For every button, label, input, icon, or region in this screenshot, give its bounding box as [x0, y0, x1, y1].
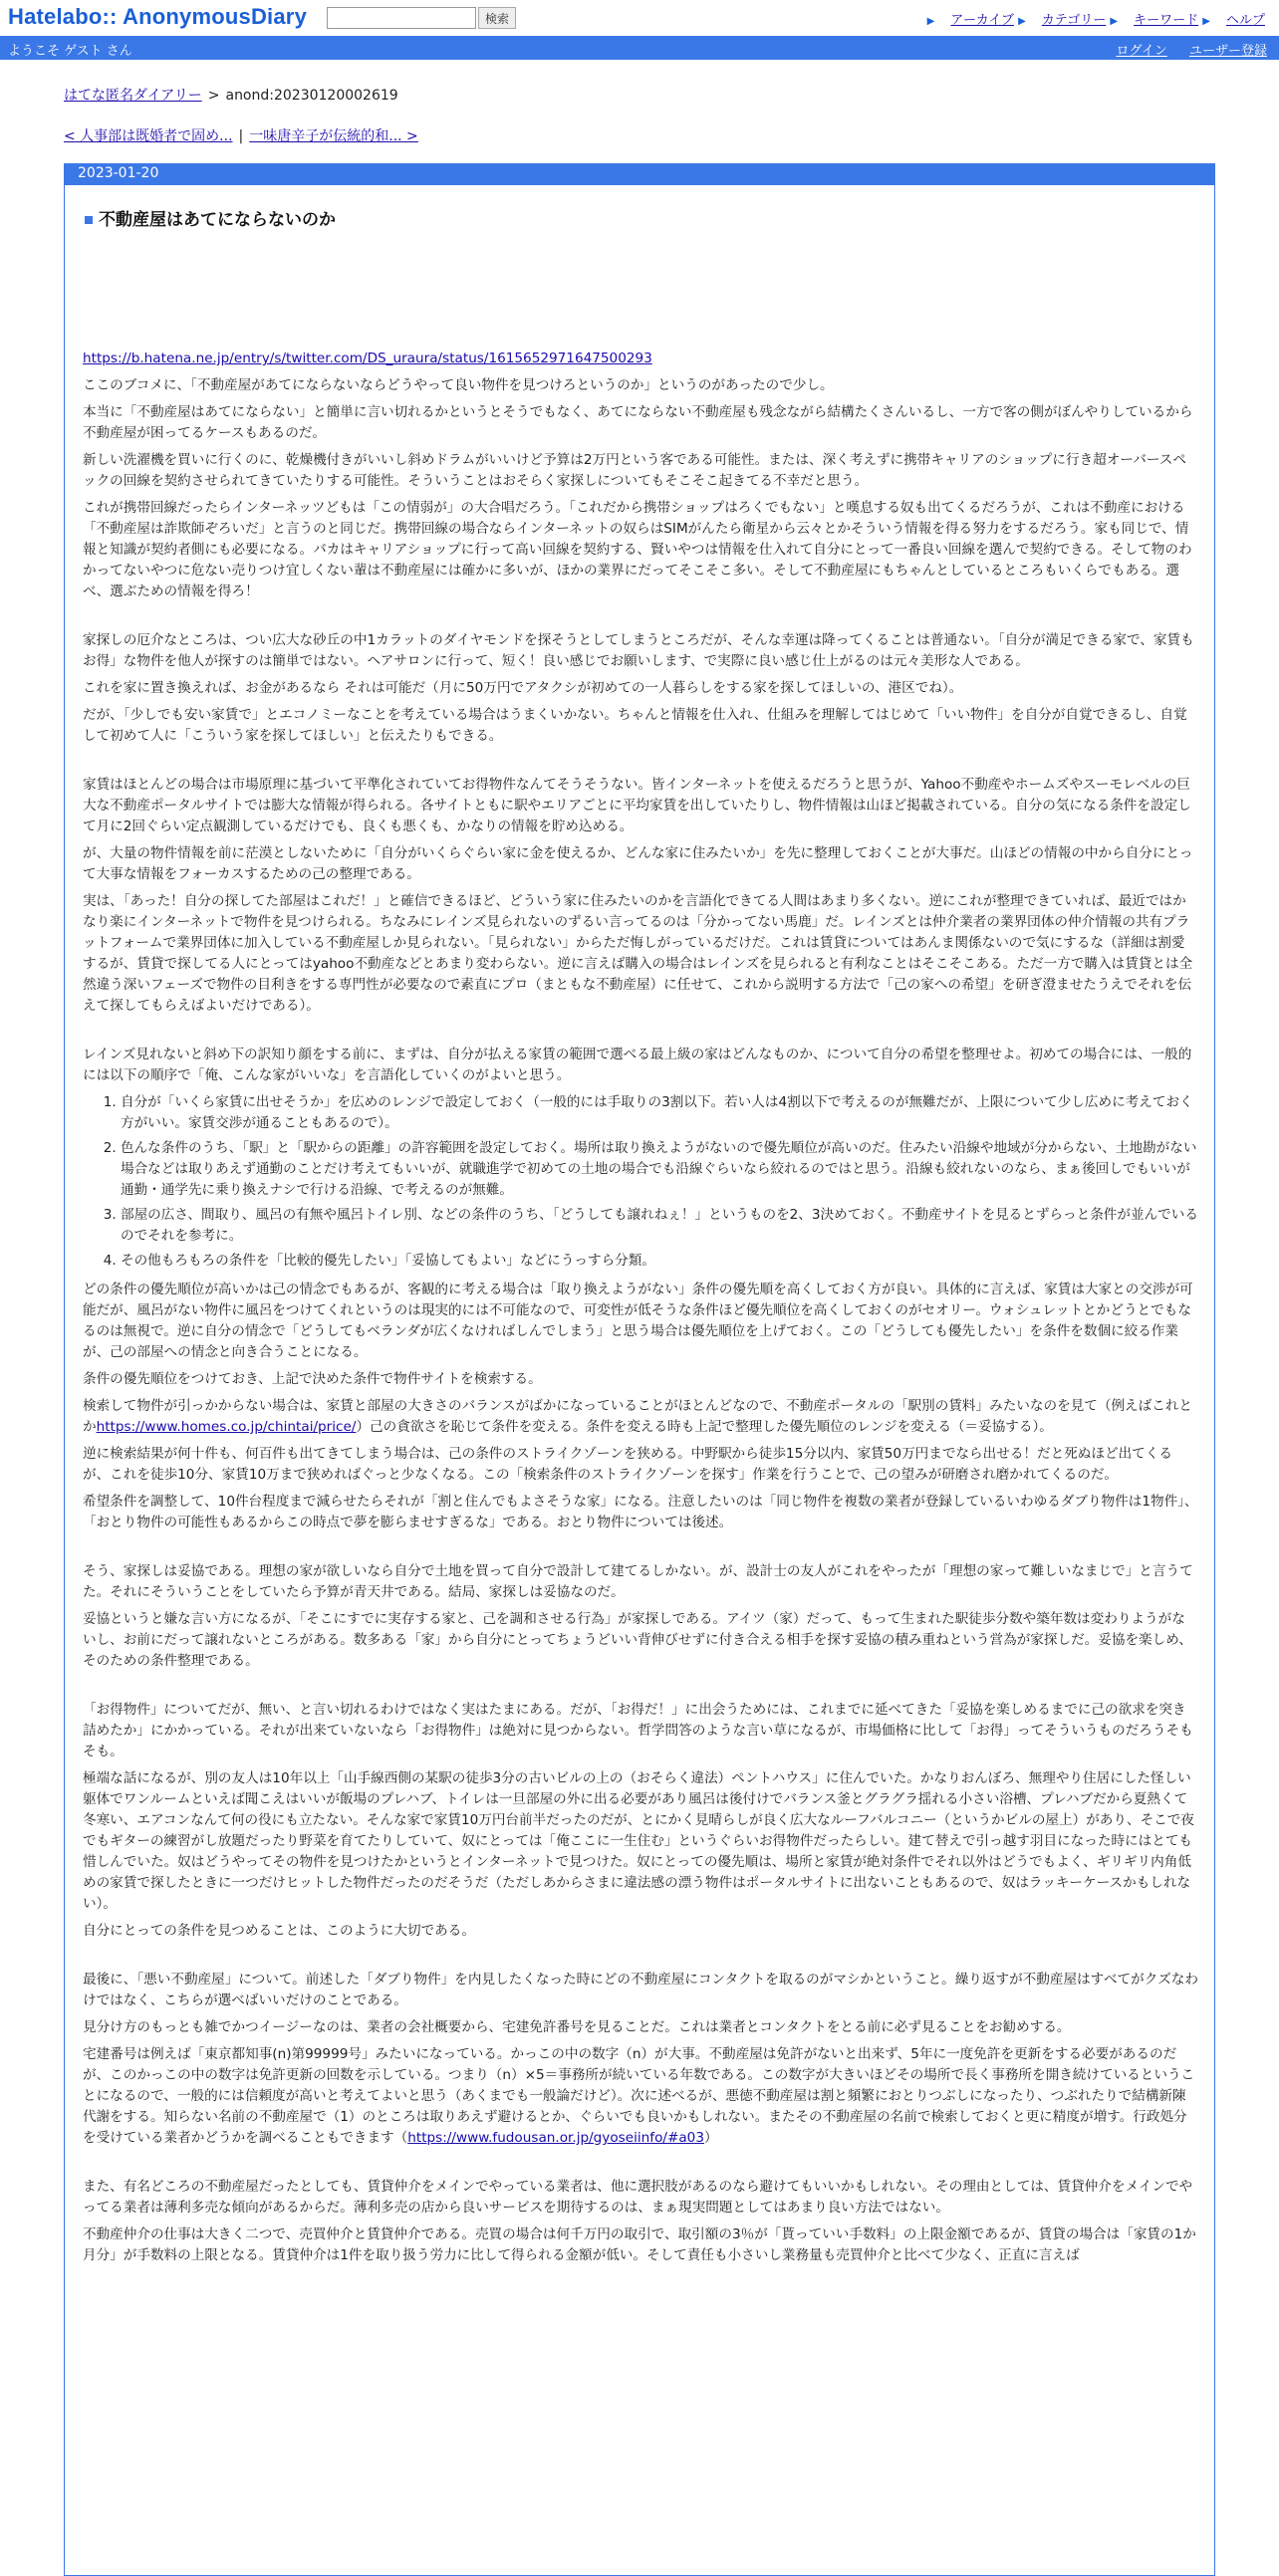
paragraph: 家探しの厄介なところは、つい広大な砂丘の中1カラットのダイヤモンドを探そうとしてしまうところだが、そんな幸運は降ってくることは普通ない。「自分が満足できる家で、家賃もお得」な物件を他人が探すのは簡単ではない。ヘアサロンに行って、短く！良い感じでお願いします、で実際に良い感じ仕上がるのは元々美形な人である。: [83, 632, 1194, 669]
paragraph: 検索して物件が引っかからない場合は、家賃と部屋の大きさのバランスがばかになっていることがほとんどなので、不動産ポータルの「駅別の賃料」みたいなのを見て（例えばこれとかhttps://www.homes.co.jp/chintai/price/）己の貪欲さを恥じて条件を変える。条件を変える時も上記で整理した優先順位のレンジを変える（＝妥協する）。: [83, 1398, 1193, 1435]
paragraph: 宅建番号は例えば「東京都知事(n)第99999号」みたいになっている。かっこの中の数字（n）が大事。不動産屋は免許がないと出来ず、5年に一度免許を更新をする必要があるのだが、このかっこの中の数字は免許更新の回数を示している。つまり（n）×5＝事務所が続いている年数である。この数字が大きいほどその場所で長く事務所を開き続けているということになるので、一般的には信頼度が高いと考えてよいと思う（あくまでも一般論だけど）。次に述べるが、悪徳不動産屋は割と頻繁におとりつぶしになったり、つぶれたりで結構新陳代謝をする。知らない名前の不動産屋で（1）のところは取りあえず避けるとか、ぐらいでも良いかもしれない。またその不動産屋の名前で検索しておくと更に精度が増す。行政処分を受けている業者かどうかを調べることもできます（https://www.fudousan.or.jp/gyoseiinfo/#a03）: [83, 2046, 1195, 2146]
paragraph: 最後に、「悪い不動産屋」について。前述した「ダブり物件」を内見したくなった時にどの不動産屋にコンタクトを取るのがマシかということ。繰り返すが不動産屋はすべてがクズなわけではなく、こちらが選べばいいだけのことである。: [83, 1972, 1198, 2008]
paragraph: 妥協というと嫌な言い方になるが、「そこにすでに実存する家と、己を調和させる行為」が家探しである。アイツ（家）だって、もって生まれた駅徒歩分数や築年数は変わりようがないし、お前にだって譲れないところがある。数多ある「家」から自分にとってちょうどいい背伸びせずに付き合える相手を探す妥協の積み重ねという営為が家探しだ。妥協を楽しめ、そのための条件整理である。: [83, 1611, 1192, 1669]
list-item: 3. 部屋の広さ、間取り、風呂の有無や風呂トイレ別、などの条件のうち、「どうしても譲れねぇ！」というものを2、3決めておく。不動産サイトを見るとずらっと条件が並んでいるのでそれを参考に。: [121, 1205, 1198, 1247]
condition-list: [83, 1092, 1198, 1272]
gyoseiinfo-link[interactable]: https://www.fudousan.or.jp/gyoseiinfo/#a03: [407, 2130, 704, 2146]
arrow-right-icon: ▶: [1202, 16, 1210, 27]
header: [0, 0, 1279, 36]
paragraph: 極端な話になるが、別の友人は10年以上「山手線西側の某駅の徒歩3分の古いビルの上の（おそらく違法）ペントハウス」に住んでいた。かなりおんぼろ、無理やり住居にした怪しい躯体でワンルームといえば聞こえはいいが飯場のプレハブ、トイレは一旦部屋の外に出る必要があり風呂は後付けでバランス釜とグラグラ揺れる小さい浴槽、プレハブだから夏熱くて冬寒い、エアコンなんて何の役にも立たない。そんな家で家賃10万円台前半だったのだが、とにかく見晴らしが良く広大なルーフバルコニー（というかビルの屋上）があり、そこで夜でもギターの練習がし放題だったり野菜を育てたりしていて、奴にとっては「俺ここに一生住む」というぐらいお得物件だったらしい。建て替えで引っ越す羽目になった時にはとても惜しんでいた。奴はどうやってその物件を見つけたかというとインターネットで見つけた。奴にとっての優先順は、場所と家賃が絶対条件でそれ以外はどうでもよく、ギリギリ内角低めの家賃で探したときに一つだけヒットした物件だったのだそうだ（ただしあからさまに違法感の漂う物件はポータルサイトに出ないこともあるので、奴はラッキーケースかもしれない）。: [83, 1770, 1194, 1912]
paragraph: 不動産仲介の仕事は大きく二つで、売買仲介と賃貸仲介である。売買の場合は何千万円の取引で、取引額の3％が「貰っていい手数料」の上限金額であるが、賃貸の場合は「家賃の1か月分」が手数料の上限となる。賃貸仲介は1件を取り扱う労力に比して得られる金額が低い。そして責任も小さいし業務量も売買仲介と比べて少なく、正直に言えば: [83, 2226, 1196, 2263]
entry-title-link[interactable]: 不動産屋はあてにならないのか: [99, 210, 336, 230]
breadcrumb-current: anond:20230120002619: [225, 88, 398, 104]
nav-help[interactable]: ヘルプ: [1225, 13, 1265, 28]
paragraph: 希望条件を調整して、10件台程度まで減らせたらそれが「割と住んでもよさそうな家」になる。注意したいのは「同じ物件を複数の業者が登録しているいわゆるダブり物件は1物件」、「おとり物件の可能性もあるからこの時点で夢を膨らませすぎるな」である。おとり物件については後述。: [83, 1494, 1198, 1530]
site-logo[interactable]: Hatelabo:: AnonymousDiary: [8, 4, 308, 29]
breadcrumb-home[interactable]: はてな匿名ダイアリー: [64, 88, 202, 104]
paragraph: そう、家探しは妥協である。理想の家が欲しいなら自分で土地を買って自分で設計して建てるしかない。が、設計士の友人がこれをやったが「理想の家って難しいなまじで」と言うてた。それにそういうことをしていたら予算が青天井である。結局、家探しは妥協なのだ。: [83, 1563, 1193, 1600]
entry-date: 2023-01-20: [78, 165, 159, 181]
guest-greeting: ようこそ ゲスト さん: [8, 44, 132, 59]
user-bar: [0, 36, 1279, 60]
arrow-right-icon: ▶: [1110, 16, 1119, 27]
breadcrumb: [64, 85, 398, 105]
paragraph: だが、「少しでも安い家賃で」とエコノミーなことを考えている場合はうまくいかない。ちゃんと情報を仕入れ、仕組みを理解してはじめて「いい物件」を自分が自覚できるし、自覚して初めて人に「こういう家を探してほしい」と伝えたりもできる。: [83, 707, 1187, 744]
search-button[interactable]: 検索: [478, 7, 516, 29]
paragraph: 自分にとっての条件を見つめることは、このように大切である。: [83, 1923, 475, 1939]
nav-archive[interactable]: アーカイブ: [950, 13, 1014, 28]
list-item: 1. 自分が「いくら家賃に出せそうか」を広めのレンジで設定しておく（一般的には手取りの3割以下。若い人は4割以下で考えるのが無難だが、上限について少し広めに考えておく方がいい。家賃交渉が通ることもあるので）。: [121, 1092, 1198, 1134]
nav-keyword[interactable]: キーワード: [1134, 13, 1199, 28]
paragraph: これを家に置き換えれば、お金があるなら それは可能だ（月に50万円でアタクシが初めての一人暮らしをする家を探してほしいの、港区でね）。: [83, 680, 963, 696]
paragraph: 条件の優先順位をつけておき、上記で決めた条件で物件サイトを検索する。: [83, 1371, 542, 1387]
paragraph: 見分け方のもっとも雑でかつイージーなのは、業者の会社概要から、宅建免許番号を見ることだ。これは業者とコンタクトをとる前に必ず見ることをお勧めする。: [83, 2019, 1071, 2035]
paragraph: 実は、「あった！自分の探してた部屋はこれだ！」と確信できるほど、どういう家に住みたいのかを言語化できてる人間はあまり多くない。逆にこれが整理できていれば、最近ではかなり楽にインターネットで物件を見つけられる。ちなみにレインズ見られないのずるい言ってるのは「分かってない馬鹿」だ。レインズとは仲介業者の業界団体の仲介情報の共有プラットフォームで業界団体に加入している不動産屋しか見られない。「見られない」からただ悔しがっているだけだ。これは賃貸についてはあんま関係ないので気にするな（詳細は割愛するが、賃貸で探してる人にとってはyahoo不動産などとあまり変わらない。逆に言えば購入の場合はレインズを見られると有利なことはそこそこある。ただ一方で購入は賃貸とは全然違う深いフェーズで物件の目利きをする専門性が必要なので素直にプロ（まともな不動産屋）に任せて、これから説明する方法で「己の家への希望」を研ぎ澄ませたうえでそれを伝えて探してもらえばよいだけである）。: [83, 893, 1193, 1014]
entry-title: [85, 205, 336, 230]
pager-separator: |: [238, 128, 244, 144]
homes-price-link[interactable]: https://www.homes.co.jp/chintai/price/: [96, 1419, 357, 1435]
entry-section: [64, 185, 1215, 2576]
entry-pager: [64, 125, 418, 145]
date-header: [64, 163, 1215, 185]
paragraph: レインズ見れないと斜め下の訳知り顔をする前に、まずは、自分が払える家賃の範囲で選べる最上級の家はどんなものか、について自分の希望を整理せよ。初めての場合には、一般的には以下の順序で「俺、こんな家がいいな」を言語化していくのがよいと思う。: [83, 1047, 1192, 1083]
next-entry-link[interactable]: 一味唐辛子が伝統的和... >: [249, 128, 418, 144]
source-link[interactable]: https://b.hatena.ne.jp/entry/s/twitter.com/DS_uraura/status/1615652971647500293: [83, 351, 652, 366]
paragraph: どの条件の優先順位が高いかは己の情念でもあるが、客観的に考える場合は「取り換えようがない」条件の優先順を高くしておく方が良い。具体的に言えば、家賃は大家との交渉が可能だが、風呂がない物件に風呂をつけてくれというのは現実的には不可能なので、可変性が低そうな条件ほど優先順位を高くしておくのがセオリー。ウォシュレットとかどうとでもなるのは無視で。逆に自分の情念で「どうしてもベランダが広くなければしんでしまう」と思う場合は優先順位を上げておく。この「どうしても優先したい」を条件を数個に絞る作業が、己の部屋への情念と向き合うことになる。: [83, 1282, 1193, 1360]
top-nav: [927, 9, 1265, 28]
paragraph: ここのブコメに、「不動産屋があてにならないならどうやって良い物件を見つけろというのか」というのがあったので少し。: [83, 377, 834, 393]
paragraph: 本当に「不動産屋はあてにならない」と簡単に言い切れるかというとそうでもなく、あてにならない不動産屋も残念ながら結構たくさんいるし、一方で客の側がぼんやりしているから不動産屋が困ってるケースもあるのだ。: [83, 404, 1193, 441]
prev-entry-link[interactable]: < 人事部は既婚者で固め...: [64, 128, 233, 144]
arrow-right-icon: ▶: [926, 16, 935, 27]
list-item: 2. 色んな条件のうち、「駅」と「駅からの距離」の許容範囲を設定しておく。場所は取り換えようがないので優先順位が高いのだ。住みたい沿線や地域が分からない、土地勘がない場合などは取りあえず通勤のことだけ考えてもいいが、就職進学で初めての土地の場合でも沿線ぐらいなら絞れるのではと思う。沿線も絞れないのなら、まぁ後回しでもいいが通勤・通学先に乗り換えナシで行ける沿線、で考えるのが無難。: [121, 1138, 1198, 1201]
entry-body: [83, 349, 1198, 2272]
list-item: 4. その他もろもろの条件を「比較的優先したい」「妥協してもよい」などにうっすら分類。: [121, 1251, 1198, 1272]
paragraph: また、有名どころの不動産屋だったとしても、賃貸仲介をメインでやっている業者は、他に選択肢があるのなら避けてもいいかもしれない。その理由としては、賃貸仲介をメインでやってる業者は薄利多売な傾向があるからだ。薄利多売の店から良いサービスを期待するのは、まぁ現実問題としてはあまり良い方法ではない。: [83, 2179, 1193, 2216]
breadcrumb-separator: >: [207, 88, 220, 104]
square-bullet-icon: [85, 216, 93, 224]
nav-category[interactable]: カテゴリー: [1041, 13, 1107, 28]
paragraph: 「お得物件」についてだが、無い、と言い切れるわけではなく実はたまにある。だが、「お得だ！」に出会うためには、これまでに延べてきた「妥協を楽しめるまでに己の欲求を突き詰めたか」にかかっている。それが出来ていないなら「お得物件」は絶対に見つからない。哲学問答のような言い草になるが、市場価格に比して「お得」ってそういうものだろうそもそも。: [83, 1702, 1193, 1759]
paragraph: が、大量の物件情報を前に茫漠としないために「自分がいくらぐらい家に金を使えるか、どんな家に住みたいか」を先に整理しておくことが大事だ。山ほどの情報の中から自分にとって大事な情報をフォーカスするための己の整理である。: [83, 845, 1193, 882]
register-link[interactable]: ユーザー登録: [1188, 44, 1267, 59]
search-input[interactable]: [327, 7, 476, 29]
paragraph: これが携帯回線だったらインターネッツどもは「この情弱が」の大合唱だろう。「これだから携帯ショップはろくでもない」と嘆息する奴も出てくるだろうが、これは不動産における「不動産屋は詐欺師ぞろいだ」と言うのと同じだ。携帯回線の場合ならインターネットの奴らはSIMがんたら衛星から云々とかそういう情報を得る努力をするだろう。家も同じで、情報と知識が契約者側にも必要になる。バカはキャリアショップに行って高い回線を契約する、賢いやつは情報を仕入れて自分にとって一番良い回線を選んで契約できる。そして物のわかってないやつに危ない売りつけ宜しくない輩は不動産屋には確かに多いが、ほかの業界にだってそこそこ多い。そして不動産屋にもちゃんとしているところもいくらでもある。選べ、選ぶための情報を得ろ！: [83, 500, 1192, 599]
paragraph: 逆に検索結果が何十件も、何百件も出てきてしまう場合は、己の条件のストライクゾーンを狭める。中野駅から徒歩15分以内、家賃50万円までなら出せる！だと死ぬほど出てくるが、これを徒歩10分、家賃10万まで狭めればぐっと少なくなる。この「検索条件のストライクゾーンを探す」作業を行うことで、己の望みが研磨され磨かれてくるのだ。: [83, 1446, 1172, 1483]
arrow-right-icon: ▶: [1018, 16, 1026, 27]
paragraph: 家賃はほとんどの場合は市場原理に基づいて平準化されていてお得物件なんてそうそうない。皆インターネットを使えるだろうと思うが、Yahoo不動産やホームズやスーモレベルの巨大な不動産ポータルサイトでは膨大な情報が得られる。各サイトともに駅やエリアごとに平均家賃を出していたりし、物件情報は山ほど掲載されている。自分の気になる条件を設定して月に2回ぐらい定点観測しているだけでも、良くも悪くも、かなりの情報を貯め込める。: [83, 777, 1191, 834]
login-link[interactable]: ログイン: [1116, 44, 1167, 59]
paragraph: 新しい洗濯機を買いに行くのに、乾燥機付きがいいし斜めドラムがいいけど予算は2万円という客である可能性。または、深く考えずに携帯キャリアのショップに行き超オーバースペックの回線を契約させられてきていたりする可能性。そういうことはおそらく家探しについてもそこそこ起きてる不幸だと思う。: [83, 452, 1186, 489]
